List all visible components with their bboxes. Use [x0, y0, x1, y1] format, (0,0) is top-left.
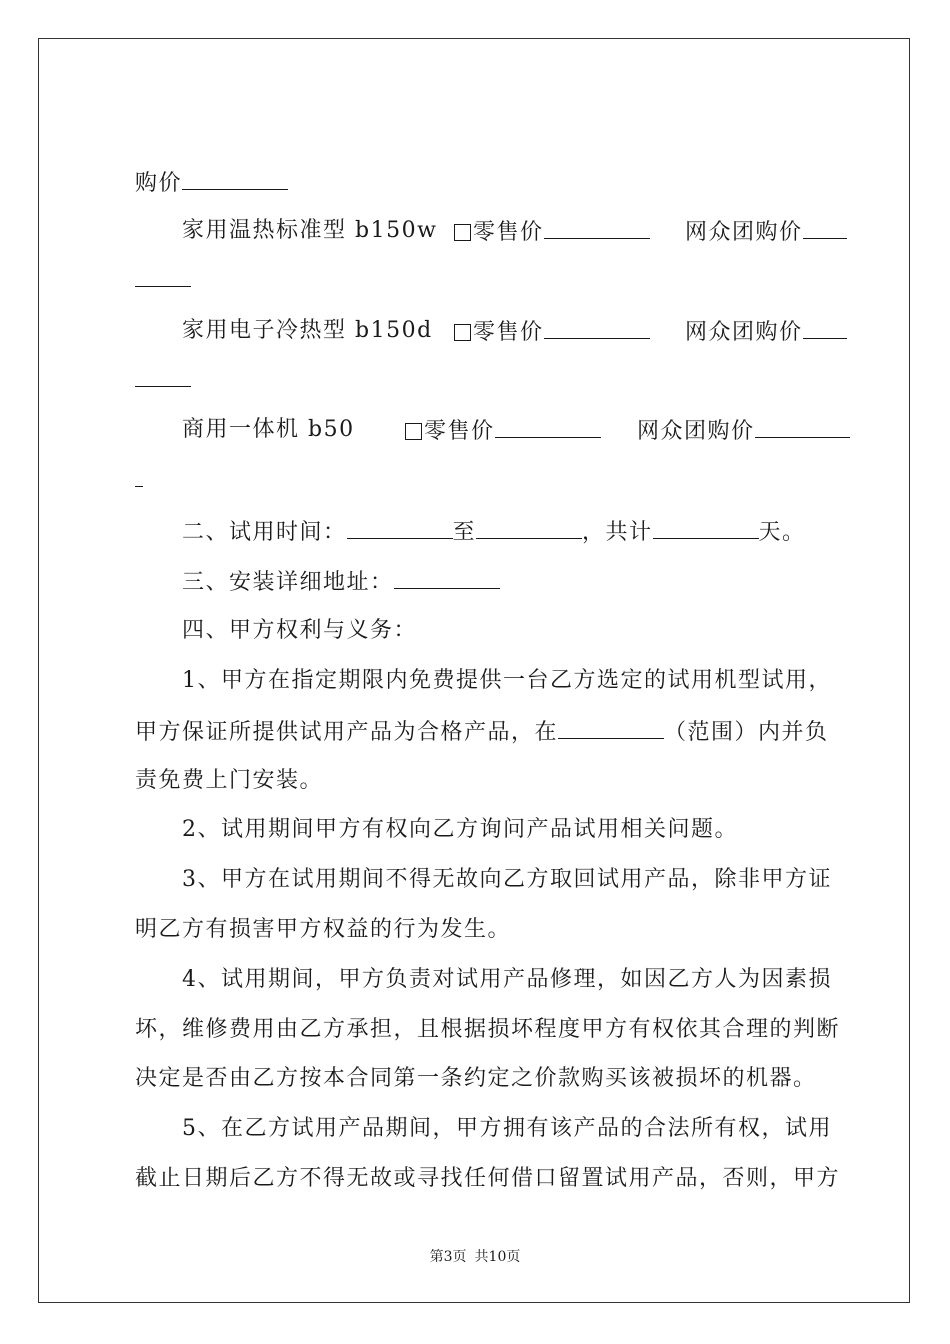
- text-line: [118, 434, 143, 496]
- text-line: [165, 286, 433, 346]
- page-number: 第3页: [429, 1249, 467, 1265]
- retail-price-label: 零售价: [424, 419, 495, 444]
- total-label: ，共计: [582, 520, 653, 545]
- line-text: 1、甲方在指定期限内免费提供一台乙方选定的试用机型试用，: [182, 668, 832, 693]
- checkbox[interactable]: [454, 224, 471, 241]
- purchase-price-label: 购价: [135, 171, 183, 196]
- retail-price-label: 零售价: [473, 220, 544, 245]
- checkbox[interactable]: [454, 324, 471, 341]
- trial-time-label: 二、试用时间：: [182, 520, 347, 545]
- text-line: [437, 286, 650, 348]
- retail-price-label: 零售价: [473, 320, 544, 345]
- line-text: 责免费上门安装。: [135, 768, 324, 793]
- blank-field[interactable]: [803, 316, 847, 339]
- text-line: [437, 186, 650, 248]
- days-field[interactable]: [653, 516, 759, 539]
- to-label: 至: [452, 520, 477, 545]
- blank-field-continued[interactable]: [135, 364, 191, 387]
- blank-field[interactable]: [544, 316, 650, 339]
- model-name: 商用一体机 b50: [182, 417, 355, 442]
- checkbox[interactable]: [405, 423, 422, 440]
- blank-field[interactable]: [803, 216, 847, 239]
- line-text: 决定是否由乙方按本合同第一条约定之价款购买该被损坏的机器。: [135, 1066, 817, 1091]
- line-text: 5、在乙方试用产品期间，甲方拥有该产品的合法所有权，试用: [182, 1116, 832, 1141]
- blank-field-continued[interactable]: [135, 264, 191, 287]
- page-footer: [0, 1247, 950, 1267]
- days-label: 天。: [758, 520, 806, 545]
- text-line: [620, 385, 850, 447]
- group-price-label: 网众团购价: [685, 320, 803, 345]
- text-line: [668, 186, 847, 248]
- line-text: （范围）内并负: [664, 720, 829, 745]
- model-name: 家用电子冷热型 b150d: [182, 318, 433, 343]
- model-name: 家用温热标准型 b150w: [182, 218, 438, 243]
- text-line: [165, 186, 437, 246]
- group-price-label: 网众团购价: [685, 220, 803, 245]
- line-text: 2、试用期间甲方有权向乙方询问产品试用相关问题。: [182, 817, 738, 842]
- text-line: [165, 385, 355, 445]
- heading-text: 四、甲方权利与义务：: [182, 618, 418, 643]
- line-text: 坏，维修费用由乙方承担，且根据损坏程度甲方有权依其合理的判断: [135, 1017, 841, 1042]
- blank-field[interactable]: [544, 216, 650, 239]
- blank-field[interactable]: [755, 415, 850, 438]
- blank-field-continued[interactable]: [135, 464, 143, 487]
- line-text: 甲方保证所提供试用产品为合格产品，在: [135, 720, 559, 745]
- line-text: 截止日期后乙方不得无故或寻找任何借口留置试用产品，否则，甲方: [135, 1166, 841, 1191]
- line-text: 明乙方有损害甲方权益的行为发生。: [135, 917, 512, 942]
- line-text: 4、试用期间，甲方负责对试用产品修理，如因乙方人为因素损: [182, 967, 832, 992]
- total-pages: 共10页: [474, 1249, 521, 1265]
- paragraph-line: [118, 1134, 840, 1194]
- group-price-label: 网众团购价: [637, 419, 755, 444]
- line-text: 3、甲方在试用期间不得无故向乙方取回试用产品，除非甲方证: [182, 867, 832, 892]
- text-line: [668, 286, 847, 348]
- scope-field[interactable]: [558, 716, 664, 739]
- text-line: [388, 385, 601, 447]
- install-address-label: 三、安装详细地址：: [182, 570, 394, 595]
- blank-field[interactable]: [495, 415, 601, 438]
